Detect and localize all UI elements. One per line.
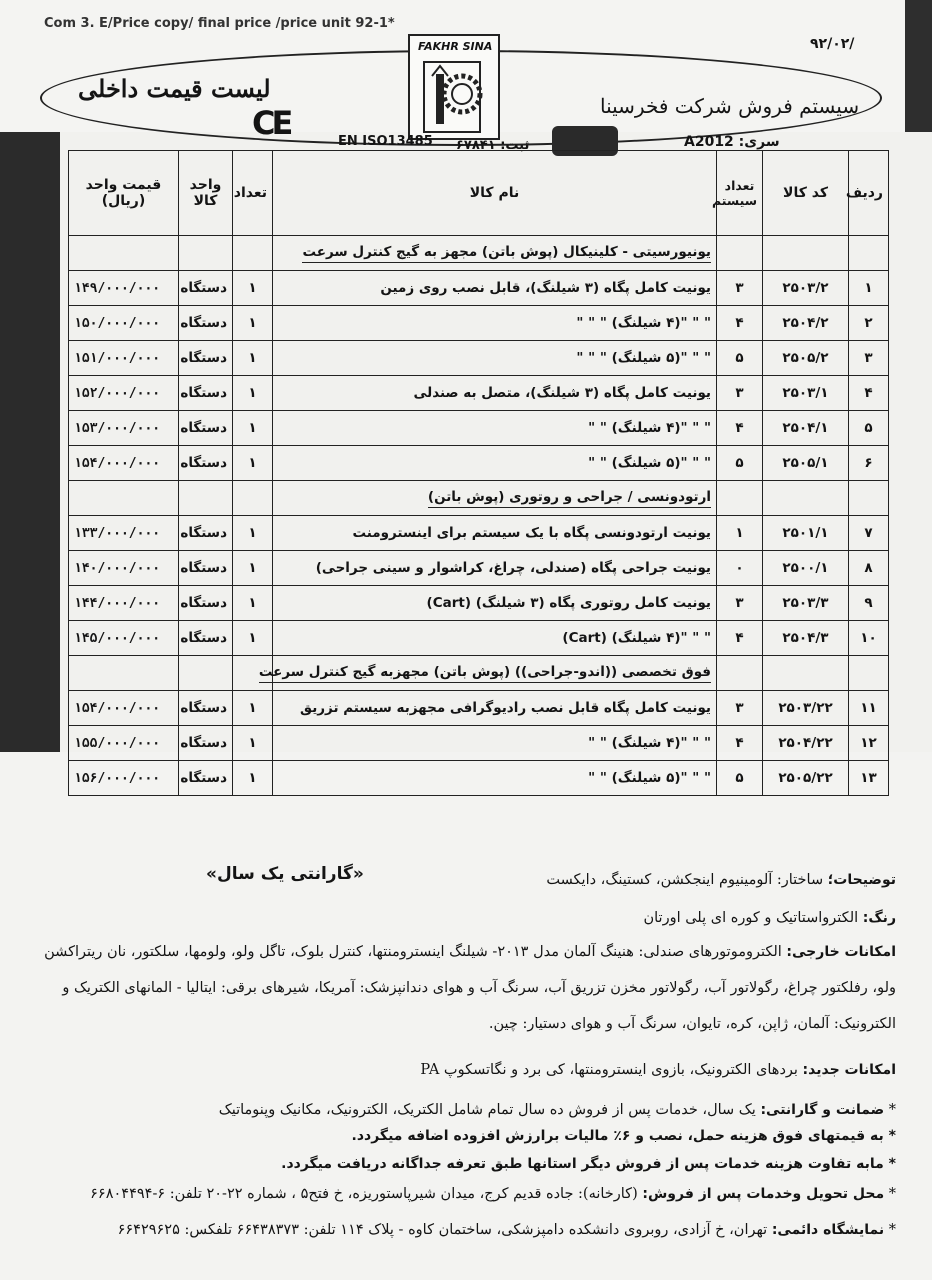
ce-mark: CE <box>252 104 290 142</box>
product-name-cell: " " "(۴ شیلنگ) " " " <box>273 306 717 341</box>
registration-number: ثبت: ۶۷۸۴۱ <box>456 138 530 153</box>
system-count-cell: ۱ <box>717 516 763 551</box>
unit-price-cell: ۱۵۴/۰۰۰/۰۰۰ <box>69 446 179 481</box>
empty-cell <box>233 481 273 516</box>
showroom-label: نمایشگاه دائمی: <box>771 1222 885 1238</box>
system-count-cell: ۳ <box>717 376 763 411</box>
warranty-note: «گارانتی یک سال» <box>206 864 364 884</box>
product-code-cell: ۲۵۰۴/۳ <box>763 621 849 656</box>
table-row <box>69 306 889 341</box>
product-name-cell: " " "(۵ شیلنگ) " " <box>273 761 717 796</box>
tax-text: به قیمتهای فوق هزینه حمل، نصب و ۶٪ مالیات برارزش افزوده اضافه میگردد. <box>351 1128 884 1144</box>
new-features-note <box>26 1058 896 1083</box>
series-code: سری: A2012 <box>684 134 780 150</box>
product-name-cell: یونیت جراحی پگاه (صندلی، چراغ، کراشوار و سینی جراحی) <box>273 551 717 586</box>
product-code-cell: ۲۵۰۰/۱ <box>763 551 849 586</box>
unit-price-cell: ۱۵۵/۰۰۰/۰۰۰ <box>69 726 179 761</box>
group-header-row <box>69 481 889 516</box>
color-text: الکترواستاتیک و کوره ای پلی اورتان <box>643 910 859 926</box>
row-number-cell: ۸ <box>849 551 889 586</box>
col-price: قیمت واحد (ریال) <box>69 151 179 236</box>
bullet: * <box>888 1102 896 1118</box>
row-number-cell: ۱۳ <box>849 761 889 796</box>
row-number-cell: ۷ <box>849 516 889 551</box>
quantity-cell: ۱ <box>233 516 273 551</box>
bullet: * <box>888 1156 896 1172</box>
empty-cell <box>849 656 889 691</box>
quantity-cell: ۱ <box>233 621 273 656</box>
showroom-text: تهران، خ آزادی، روبروی دانشکده دامپزشکی، ساختمان کاوه - پلاک ۱۱۴ تلفن: ۶۶۴۳۸۳۷۳ تلفکس: ۶۶۴۲۹۶۲۵ <box>117 1222 768 1238</box>
system-count-cell: ۰ <box>717 551 763 586</box>
product-code-cell: ۲۵۰۴/۱ <box>763 411 849 446</box>
quantity-cell: ۱ <box>233 691 273 726</box>
color-note <box>26 906 896 931</box>
unit-price-cell: ۱۴۹/۰۰۰/۰۰۰ <box>69 271 179 306</box>
delivery-text: (کارخانه): جاده قدیم کرج، میدان شیرپاستوریزه، خ فتح۵ ، شماره ۲۲-۲۰ تلفن: ۶-۶۶۸۰۴۴۹۴ <box>90 1186 638 1202</box>
product-code-cell: ۲۵۰۳/۱ <box>763 376 849 411</box>
product-code-cell: ۲۵۰۵/۲ <box>763 341 849 376</box>
unit-cell: دستگاه <box>179 411 233 446</box>
row-number-cell: ۴ <box>849 376 889 411</box>
col-name: نام کالا <box>273 151 717 236</box>
unit-price-cell: ۱۴۴/۰۰۰/۰۰۰ <box>69 586 179 621</box>
unit-cell: دستگاه <box>179 691 233 726</box>
empty-cell <box>717 656 763 691</box>
table-row <box>69 341 889 376</box>
unit-cell: دستگاه <box>179 551 233 586</box>
product-name-cell: یونیت کامل پگاه قابل نصب رادیوگرافی مجهزبه سیستم تزریق <box>273 691 717 726</box>
unit-price-cell: ۱۴۵/۰۰۰/۰۰۰ <box>69 621 179 656</box>
product-name-cell: " " "(۵ شیلنگ) " " " <box>273 341 717 376</box>
delivery-label: محل تحویل وخدمات پس از فروش: <box>642 1186 885 1202</box>
color-label: رنگ: <box>862 910 896 926</box>
empty-cell <box>179 481 233 516</box>
table-row <box>69 271 889 306</box>
unit-cell: دستگاه <box>179 621 233 656</box>
guarantee-note <box>26 1098 896 1123</box>
product-name-cell: یونیت ارتودونسی پگاه با یک سیستم برای اینسترومنت <box>273 516 717 551</box>
system-count-cell: ۵ <box>717 761 763 796</box>
logo-wordmark: FAKHR SINA <box>418 40 493 53</box>
table-row <box>69 726 889 761</box>
iso-standard: EN ISO13485 <box>338 134 433 149</box>
foreign-features-note <box>26 934 896 1042</box>
guarantee-text: یک سال، خدمات پس از فروش ده سال تمام شامل الکتریک، الکترونیک، مکانیک وپنوماتیک <box>218 1102 756 1118</box>
price-table <box>68 150 889 796</box>
sales-system-title: سیستم فروش شرکت فخرسینا <box>600 94 860 118</box>
group-header-row <box>69 236 889 271</box>
showroom-note <box>26 1218 896 1243</box>
empty-cell <box>849 481 889 516</box>
scan-background <box>905 0 932 140</box>
group-title-cell <box>258 656 717 691</box>
description-label: توضیحات؛ <box>827 872 896 888</box>
table-row <box>69 761 889 796</box>
guarantee-label: ضمانت و گارانتی: <box>760 1102 885 1118</box>
empty-cell <box>763 656 849 691</box>
quantity-cell: ۱ <box>233 271 273 306</box>
quantity-cell: ۱ <box>233 761 273 796</box>
table-row <box>69 551 889 586</box>
col-unit: واحد کالا <box>179 151 233 236</box>
empty-cell <box>179 656 233 691</box>
table-row <box>69 411 889 446</box>
empty-cell <box>233 236 273 271</box>
price-list-title: لیست قیمت داخلی <box>78 74 271 103</box>
empty-cell <box>717 481 763 516</box>
group-title-cell <box>273 236 717 271</box>
empty-cell <box>179 236 233 271</box>
unit-cell: دستگاه <box>179 341 233 376</box>
product-code-cell: ۲۵۰۳/۲۲ <box>763 691 849 726</box>
quantity-cell: ۱ <box>233 586 273 621</box>
new-text: بردهای الکترونیک، بازوی اینسترومنتها، کی برد و نگاتسکوپ PA <box>420 1062 798 1078</box>
system-count-cell: ۵ <box>717 341 763 376</box>
delivery-note <box>26 1182 896 1207</box>
unit-price-cell: ۱۵۶/۰۰۰/۰۰۰ <box>69 761 179 796</box>
quantity-cell: ۱ <box>233 306 273 341</box>
unit-cell: دستگاه <box>179 306 233 341</box>
empty-cell <box>69 481 179 516</box>
unit-price-cell: ۱۴۰/۰۰۰/۰۰۰ <box>69 551 179 586</box>
quantity-cell: ۱ <box>233 341 273 376</box>
unit-cell: دستگاه <box>179 516 233 551</box>
group-title: ارتودونسی / جراحی و روتوری (پوش باتن) <box>428 489 711 508</box>
unit-price-cell: ۱۵۳/۰۰۰/۰۰۰ <box>69 411 179 446</box>
table-header-row <box>69 151 889 236</box>
unit-cell: دستگاه <box>179 726 233 761</box>
empty-cell <box>763 236 849 271</box>
row-number-cell: ۹ <box>849 586 889 621</box>
product-code-cell: ۲۵۰۵/۲۲ <box>763 761 849 796</box>
unit-price-cell: ۱۳۳/۰۰۰/۰۰۰ <box>69 516 179 551</box>
table-row <box>69 586 889 621</box>
product-name-cell: " " "(۵ شیلنگ) " " <box>273 446 717 481</box>
product-name-cell: یونیت کامل روتوری پگاه (۳ شیلنگ) (Cart) <box>273 586 717 621</box>
product-code-cell: ۲۵۰۱/۱ <box>763 516 849 551</box>
unit-cell: دستگاه <box>179 586 233 621</box>
service-cost-text: مابه تفاوت هزینه خدمات پس از فروش دیگر استانها طبق تعرفه جداگانه دریافت میگردد. <box>281 1156 884 1172</box>
system-count-cell: ۴ <box>717 726 763 761</box>
empty-cell <box>69 656 179 691</box>
unit-price-cell: ۱۵۴/۰۰۰/۰۰۰ <box>69 691 179 726</box>
system-count-cell: ۵ <box>717 446 763 481</box>
system-count-cell: ۳ <box>717 691 763 726</box>
product-name-cell: " " "(۴ شیلنگ) " " <box>273 726 717 761</box>
unit-cell: دستگاه <box>179 376 233 411</box>
table-row <box>69 376 889 411</box>
empty-cell <box>763 481 849 516</box>
description-note <box>26 868 896 893</box>
new-label: امکانات جدید: <box>802 1062 896 1078</box>
group-title: فوق تخصصی ((اندو-جراحی)) (پوش باتن) مجهزبه گیج کنترل سرعت <box>259 664 711 683</box>
system-count-cell: ۴ <box>717 411 763 446</box>
product-name-cell: " " "(۴ شیلنگ) " " <box>273 411 717 446</box>
system-count-cell: ۴ <box>717 621 763 656</box>
col-qty: تعداد <box>233 151 273 236</box>
quantity-cell: ۱ <box>233 411 273 446</box>
unit-price-cell: ۱۵۰/۰۰۰/۰۰۰ <box>69 306 179 341</box>
quantity-cell: ۱ <box>233 446 273 481</box>
system-count-cell: ۳ <box>717 271 763 306</box>
unit-cell: دستگاه <box>179 271 233 306</box>
row-number-cell: ۱۲ <box>849 726 889 761</box>
col-row: ردیف <box>849 151 889 236</box>
product-code-cell: ۲۵۰۳/۳ <box>763 586 849 621</box>
group-header-row <box>69 656 889 691</box>
scan-background-left <box>0 132 60 752</box>
quantity-cell: ۱ <box>233 376 273 411</box>
document-date: ۹۲/۰۲/ <box>810 36 855 52</box>
unit-cell: دستگاه <box>179 446 233 481</box>
product-code-cell: ۲۵۰۳/۲ <box>763 271 849 306</box>
empty-cell <box>849 236 889 271</box>
tax-note <box>26 1124 896 1149</box>
product-code-cell: ۲۵۰۵/۱ <box>763 446 849 481</box>
empty-cell <box>69 236 179 271</box>
group-title-cell <box>273 481 717 516</box>
row-number-cell: ۱۰ <box>849 621 889 656</box>
price-copy-line: Com 3. E/Price copy/ final price /price unit 92-1* <box>44 16 395 31</box>
table-row <box>69 446 889 481</box>
col-system-count: تعداد سیستم <box>717 151 763 236</box>
product-name-cell: یونیت کامل پگاه (۳ شیلنگ)، قابل نصب روی زمین <box>273 271 717 306</box>
product-name-cell: یونیت کامل پگاه (۳ شیلنگ)، متصل به صندلی <box>273 376 717 411</box>
unit-price-cell: ۱۵۲/۰۰۰/۰۰۰ <box>69 376 179 411</box>
quantity-cell: ۱ <box>233 726 273 761</box>
table-row <box>69 621 889 656</box>
col-code: کد کالا <box>763 151 849 236</box>
row-number-cell: ۱ <box>849 271 889 306</box>
row-number-cell: ۵ <box>849 411 889 446</box>
service-cost-note <box>26 1152 896 1177</box>
row-number-cell: ۲ <box>849 306 889 341</box>
product-name-cell: " " "(۴ شیلنگ) (Cart) <box>273 621 717 656</box>
unit-cell: دستگاه <box>179 761 233 796</box>
row-number-cell: ۳ <box>849 341 889 376</box>
system-count-cell: ۳ <box>717 586 763 621</box>
bullet: * <box>888 1222 896 1238</box>
product-code-cell: ۲۵۰۴/۲۲ <box>763 726 849 761</box>
product-code-cell: ۲۵۰۴/۲ <box>763 306 849 341</box>
description-text: ساختار: آلومینیوم اینجکشن، کستینگ، دایکست <box>546 872 824 888</box>
quantity-cell: ۱ <box>233 551 273 586</box>
unit-price-cell: ۱۵۱/۰۰۰/۰۰۰ <box>69 341 179 376</box>
foreign-text: الکتروموتورهای صندلی: هنینگ آلمان مدل ۲۰۱۳- شیلنگ اینسترومنتها، کنترل بلوک، تاگل ولو، ولومها، سلکتور، نان ریتراکشن ولو، رفلکتور چراغ، رگولاتور آب، رگولاتور مخزن تزریق آب، سرنگ آب و هوای دندانپزشک: آمریکا، شیرهای برقی: ایتالیا - المانهای الکتریک و الکترونیک: آلمان، ژاپن، کره، تایوان، سرنگ آب و هوای دستیار: چین. <box>44 944 896 1032</box>
bullet: * <box>888 1128 896 1144</box>
system-count-cell: ۴ <box>717 306 763 341</box>
empty-cell <box>717 236 763 271</box>
row-number-cell: ۱۱ <box>849 691 889 726</box>
table-body <box>69 236 889 796</box>
table-row <box>69 516 889 551</box>
group-title: یونیورسیتی - کلینیکال (پوش باتن) مجهز به گیج کنترل سرعت <box>302 244 711 263</box>
table-row <box>69 691 889 726</box>
foreign-label: امکانات خارجی: <box>786 944 896 960</box>
row-number-cell: ۶ <box>849 446 889 481</box>
bullet: * <box>888 1186 896 1202</box>
